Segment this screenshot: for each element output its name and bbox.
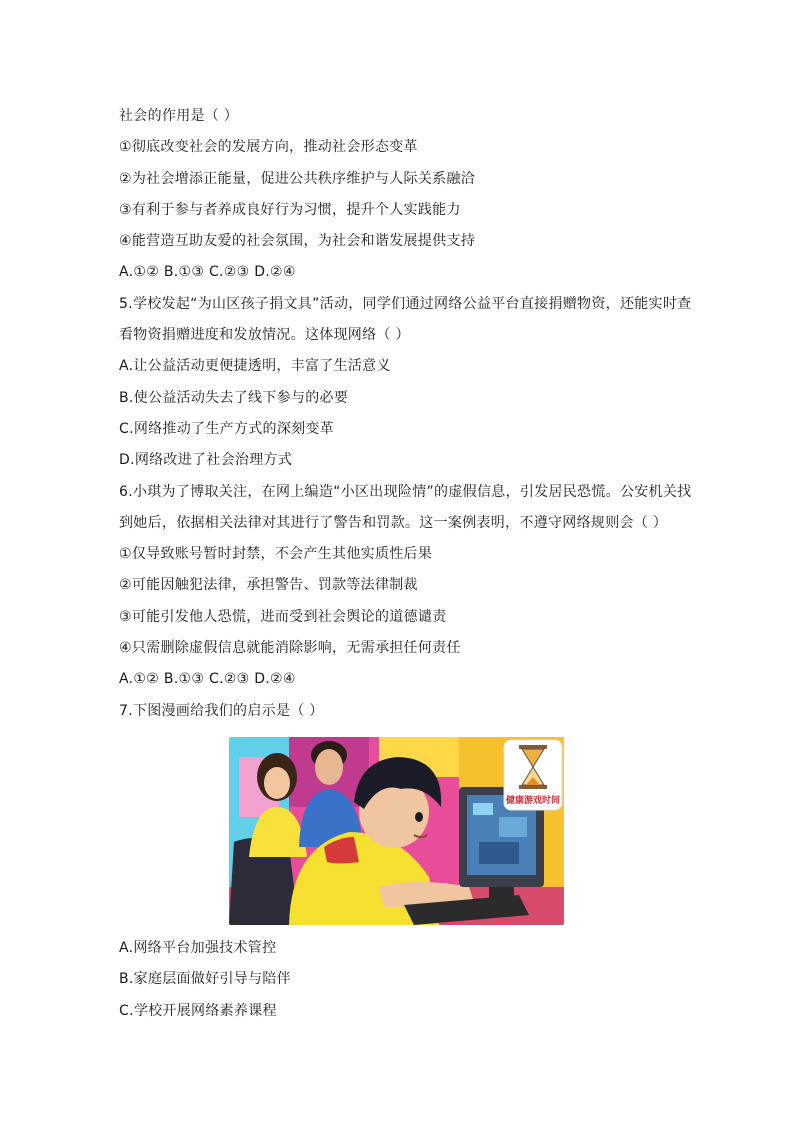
text-line: 到她后，依据相关法律对其进行了警告和罚款。这一案例表明，不遵守网络规则会（ ） [119,514,668,531]
text-line: 7.下图漫画给我们的启示是（ ） [119,702,324,719]
text-line: 5.学校发起“为山区孩子捐文具”活动，同学们通过网络公益平台直接捐赠物资，还能实时查 [119,295,692,312]
text-line: 社会的作用是（ ） [119,108,239,124]
comic-illustration [229,737,564,925]
text-line: 6.小琪为了博取关注，在网上编造“小区出现险情”的虚假信息，引发居民恐慌。公安机关找 [119,483,692,500]
question-text-block [119,101,692,727]
text-line: ④只需删除虚假信息就能消除影响，无需承担任何责任 [119,640,461,657]
text-line: C.学校开展网络素养课程 [119,1002,277,1019]
text-line: ③有利于参与者养成良好行为习惯，提升个人实践能力 [119,201,461,218]
text-line: 看物资捐赠进度和发放情况。这体现网络（ ） [119,327,410,344]
text-line: ①仅导致账号暂时封禁，不会产生其他实质性后果 [119,546,433,563]
answer-options-block [119,933,679,1027]
text-line: ④能营造互助友爱的社会氛围，为社会和谐发展提供支持 [119,233,476,250]
text-line: A.网络平台加强技术管控 [119,939,277,956]
text-line: ③可能引发他人恐慌，进而受到社会舆论的道德谴责 [119,608,447,625]
text-line: B.使公益活动失去了线下参与的必要 [119,389,349,406]
text-line: ②为社会增添正能量，促进公共秩序维护与人际关系融洽 [119,170,476,187]
badge-label: 健康游戏时间 [505,795,561,806]
text-line: ①彻底改变社会的发展方向，推动社会形态变革 [119,139,418,156]
text-line: A.①② B.①③ C.②③ D.②④ [119,264,296,281]
text-line: A.①② B.①③ C.②③ D.②④ [119,671,296,688]
text-line: A.让公益活动更便捷透明，丰富了生活意义 [119,358,391,375]
text-line: D.网络改进了社会治理方式 [119,452,293,469]
document-page [119,101,692,1027]
text-line: ②可能因触犯法律，承担警告、罚款等法律制裁 [119,577,418,594]
text-line: B.家庭层面做好引导与陪伴 [119,971,291,988]
text-line: C.网络推动了生产方式的深刻变革 [119,420,335,437]
comic-svg [229,737,564,925]
